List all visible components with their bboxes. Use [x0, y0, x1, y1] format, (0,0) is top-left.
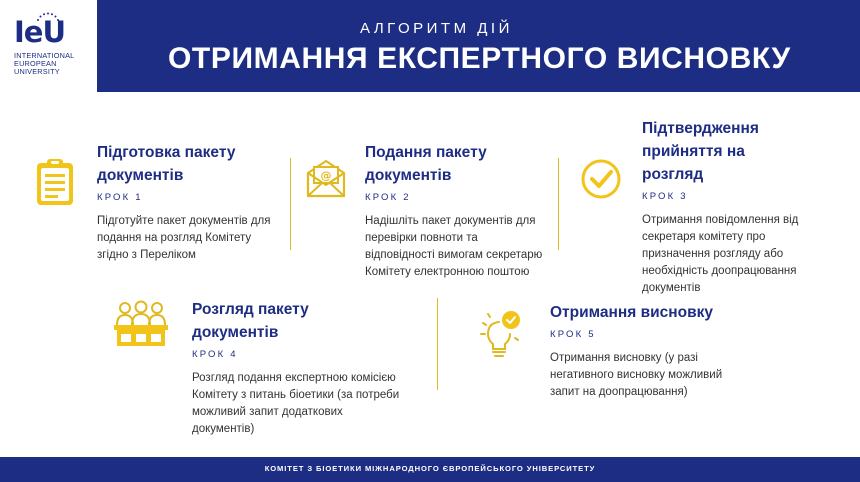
step-3	[642, 117, 832, 297]
divider-3	[437, 298, 438, 390]
step-4	[192, 298, 402, 438]
step-1-title: Підготовка пакету документів	[97, 144, 236, 184]
logo-line-1: INTERNATIONAL	[14, 51, 75, 60]
page-title: ОТРИМАННЯ ЕКСПЕРТНОГО ВИСНОВКУ	[168, 42, 791, 75]
logo-mark-right: U	[42, 15, 66, 49]
footer-text: КОМІТЕТ З БІОЕТИКИ МІЖНАРОДНОГО ЄВРОПЕЙСЬКОГО УНІВЕРСИТЕТУ	[264, 464, 596, 473]
step-4-title: Розгляд пакету документів	[192, 301, 309, 341]
step-5-description: Отримання висновку (у разі негативного висновку можливий запит на доопрацювання)	[550, 352, 723, 398]
logo-line-3: UNIVERSITY	[14, 67, 60, 76]
svg-text:@: @	[320, 169, 332, 182]
checkmark-circle-icon	[579, 157, 623, 201]
step-2-label: КРОК 2	[365, 192, 411, 203]
logo-mark-left: I	[14, 15, 24, 49]
logo-text	[14, 52, 74, 76]
step-1-description: Підготуйте пакет документів для подання на розгляд Комітету згідно з Переліком	[97, 215, 271, 261]
logo-mark-mid: e	[23, 15, 43, 49]
step-3-title: Підтвердження прийняття на розгляд	[642, 120, 759, 183]
step-5-label: КРОК 5	[550, 329, 596, 340]
clipboard-icon	[33, 157, 77, 207]
logo-mark	[14, 15, 66, 49]
step-4-description: Розгляд подання експертною комісією Комітету з питань біоетики (за потреби можливий запит додаткових документів)	[192, 372, 400, 435]
step-1	[97, 141, 272, 264]
step-3-description: Отримання повідомлення від секретаря комітету про призначення розгляду або необхідність доопрацювання документів	[642, 214, 799, 294]
header-banner	[0, 0, 860, 92]
divider-1	[290, 158, 291, 250]
step-4-label: КРОК 4	[192, 349, 238, 360]
logo-line-2: EUROPEAN	[14, 59, 57, 68]
step-2-description: Надішліть пакет документів для перевірки повноти та відповідності вимогам секретарю Комітету електронною поштою	[365, 215, 543, 278]
lightbulb-icon	[478, 308, 524, 360]
header-subtitle: АЛГОРИТМ ДІЙ	[360, 20, 513, 37]
step-3-label: КРОК 3	[642, 191, 688, 202]
step-2	[365, 141, 545, 281]
step-5	[550, 301, 750, 401]
step-5-title: Отримання висновку	[550, 304, 714, 321]
step-1-label: КРОК 1	[97, 192, 143, 203]
logo	[0, 0, 97, 92]
committee-icon	[112, 299, 170, 349]
footer-bar	[0, 457, 860, 482]
step-2-title: Подання пакету документів	[365, 144, 487, 184]
email-icon	[305, 157, 347, 199]
divider-2	[558, 158, 559, 250]
